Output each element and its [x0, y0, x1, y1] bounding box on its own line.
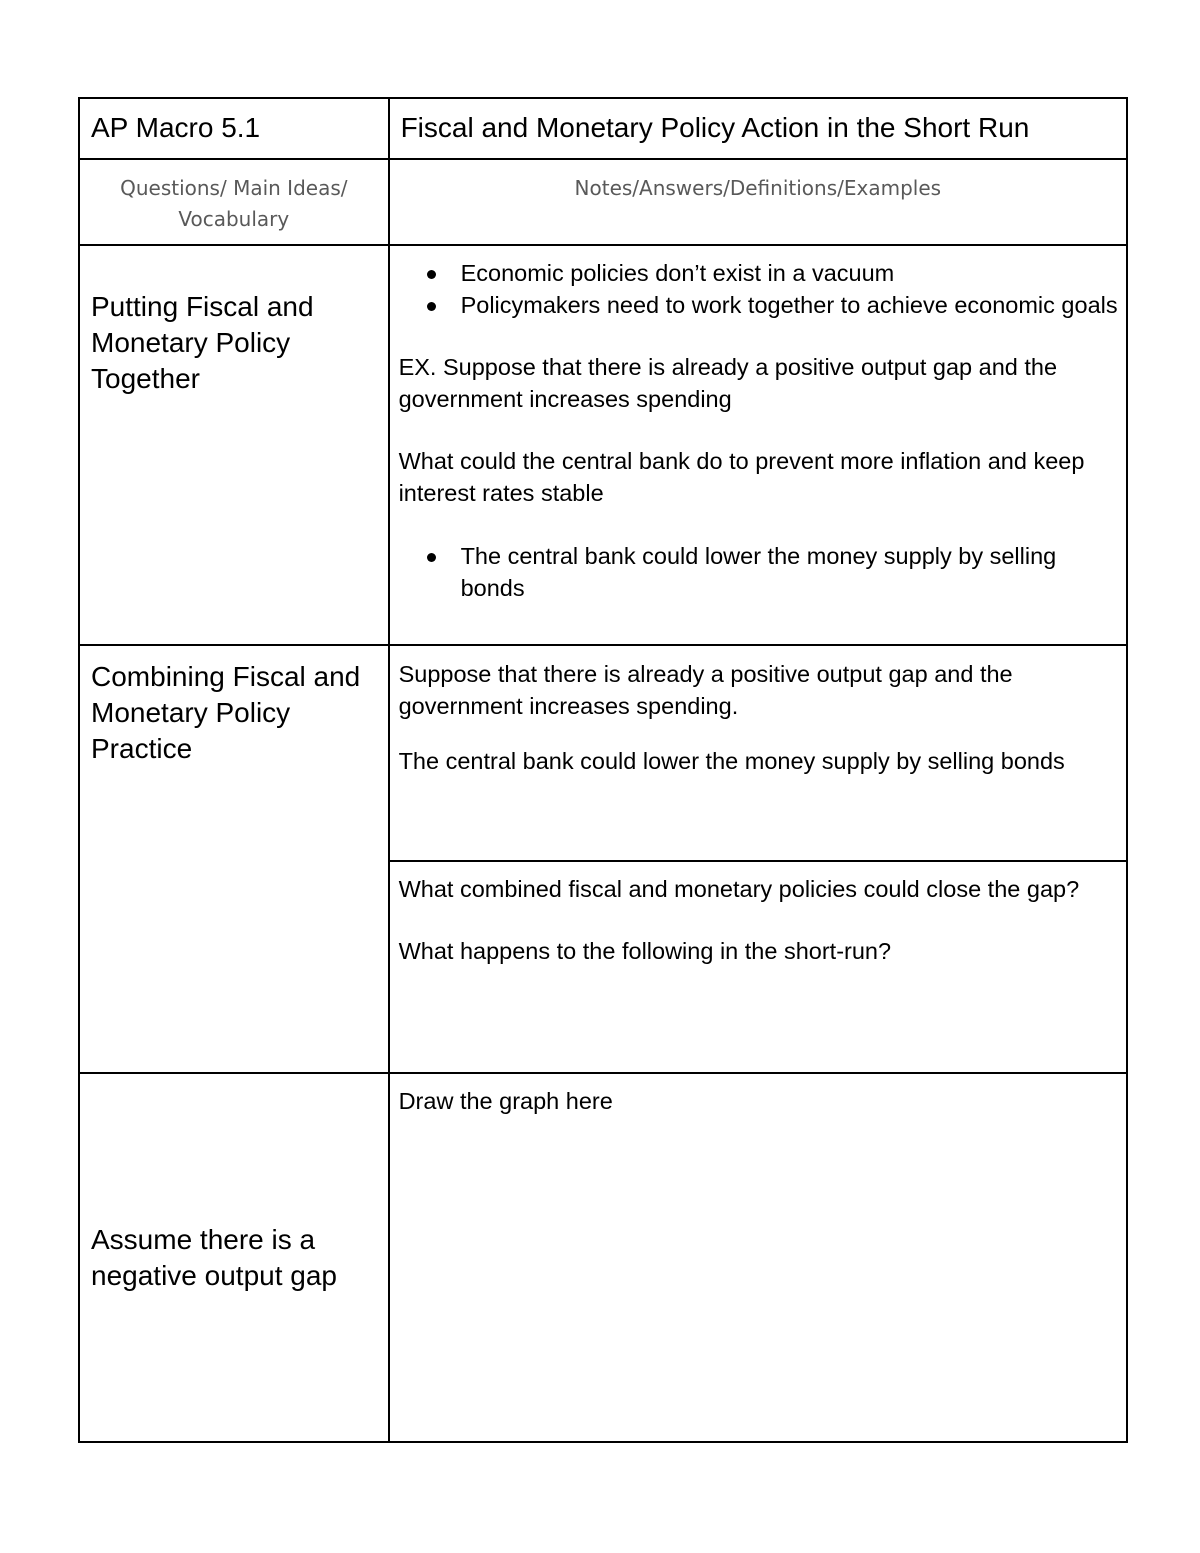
section2-question1 [390, 862, 1126, 905]
section1-bullet-list [390, 257, 1126, 321]
answer-text: The central bank could lower the money supply by selling bonds [398, 748, 1065, 774]
example-text: EX. Suppose that there is already a positive output gap and the government increases spending [398, 354, 1058, 412]
question-text: What combined fiscal and monetary policies could close the gap? [398, 876, 1080, 902]
question-text: What could the central bank do to prevent more inflation and keep interest rates stable [398, 448, 1085, 506]
section3-graph-cell[interactable] [389, 1073, 1127, 1442]
section1-example [390, 351, 1126, 415]
right-column-label: Notes/Answers/Definitions/Examples [574, 176, 942, 200]
section3-topic: Assume there is a negative output gap [91, 1223, 337, 1291]
section2-notes-cell-a [389, 645, 1127, 861]
left-label-cell [79, 159, 389, 245]
section2-answer [390, 745, 1126, 777]
section2-topic-cell [79, 645, 389, 1073]
column-labels-row [79, 159, 1127, 245]
left-column-label-line2: Vocabulary [178, 207, 290, 231]
lesson-title: Fiscal and Monetary Policy Action in the Short Run [400, 112, 1030, 143]
course-title: AP Macro 5.1 [91, 112, 261, 143]
section3-topic-cell [79, 1073, 389, 1442]
right-label-cell [389, 159, 1127, 245]
left-column-label [80, 160, 388, 235]
section1-topic-cell [79, 245, 389, 645]
title-row [79, 98, 1127, 159]
section2-question2 [390, 935, 1126, 967]
list-item: Economic policies don’t exist in a vacuum [461, 257, 1126, 289]
graph-prompt: Draw the graph here [398, 1088, 613, 1114]
section1-answer-list [390, 540, 1126, 604]
title-left-cell [79, 98, 389, 159]
question-text: What happens to the following in the short-run? [398, 938, 892, 964]
cornell-notes-table [78, 97, 1128, 1443]
notes-sheet [78, 97, 1128, 1443]
section1-topic: Putting Fiscal and Monetary Policy Together [91, 291, 314, 394]
section3-row [79, 1073, 1127, 1442]
list-item: Policymakers need to work together to achieve economic goals [461, 289, 1126, 321]
section1-question [390, 445, 1126, 509]
title-right-cell [389, 98, 1127, 159]
list-item: The central bank could lower the money supply by selling bonds [461, 540, 1126, 604]
scenario-text: Suppose that there is already a positive output gap and the government increases spending. [398, 661, 1013, 719]
section2-row-a [79, 645, 1127, 861]
left-column-label-line1: Questions/ Main Ideas/ [120, 176, 348, 200]
section2-topic: Combining Fiscal and Monetary Policy Practice [91, 661, 361, 764]
section1-row [79, 245, 1127, 645]
section2-notes-cell-b [389, 861, 1127, 1073]
section1-notes-cell [389, 245, 1127, 645]
section2-scenario [390, 646, 1126, 722]
